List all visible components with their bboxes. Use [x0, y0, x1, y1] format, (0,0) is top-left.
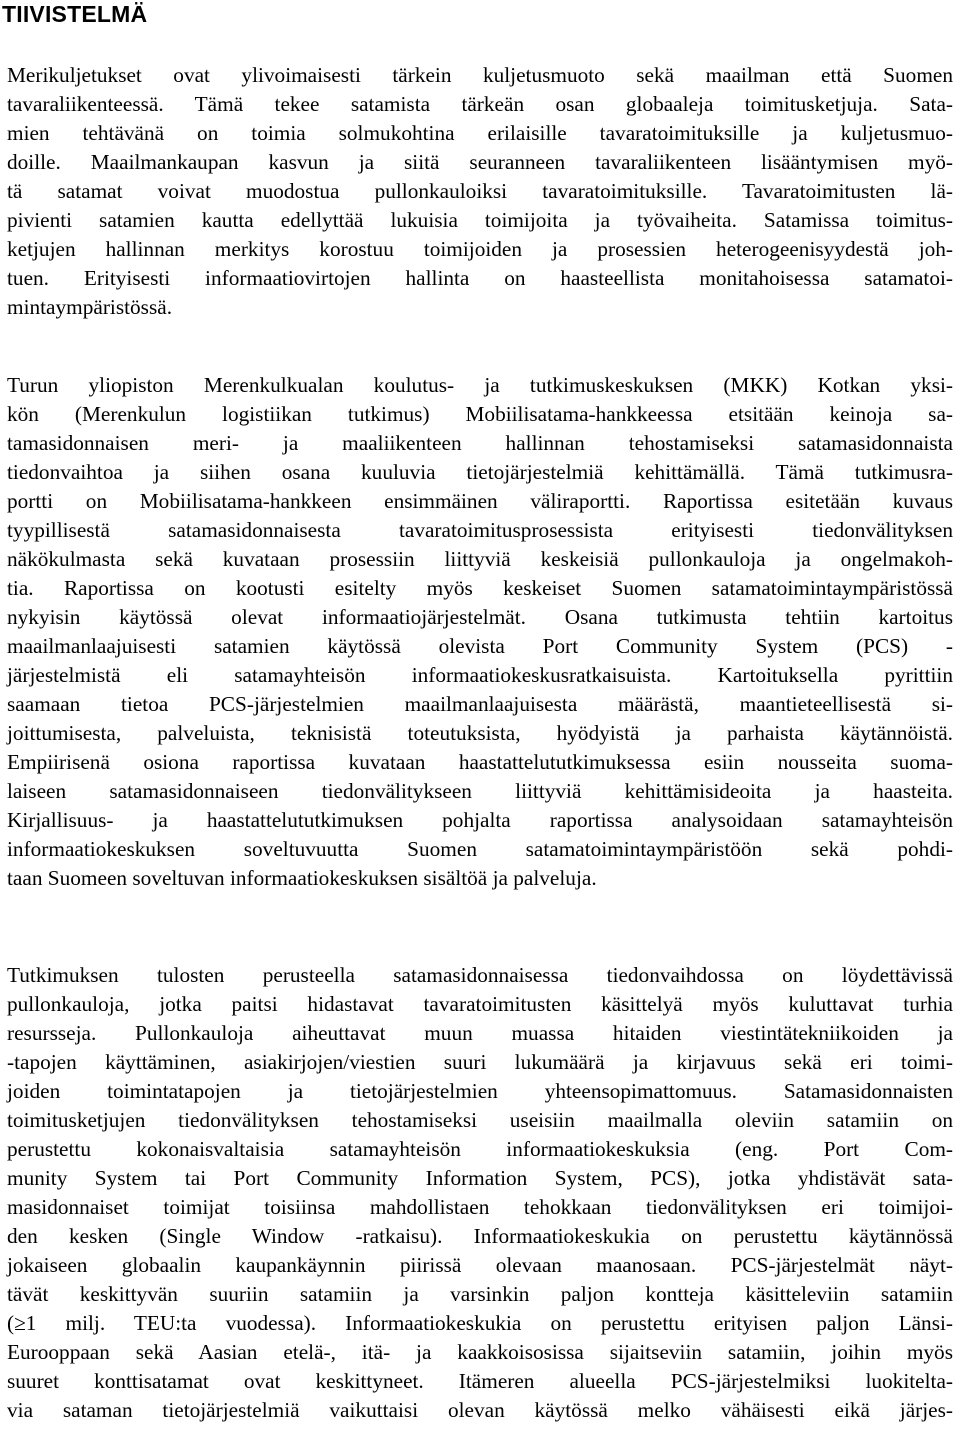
text-line: tuen. Erityisesti informaatiovirtojen hallinta on haasteellista monitahoisessa satamatoi- — [7, 266, 953, 290]
text-line: tavaraliikenteessä. Tämä tekee satamista tärkeän osan globaaleja toimitusketjuja. Sata- — [7, 92, 953, 116]
paragraph-1 — [7, 61, 953, 322]
text-line: tyypillisestä satamasidonnaisesta tavaratoimitusprosessista erityisesti tiedonvälityksen — [7, 518, 953, 542]
text-line: tia. Raportissa on kootusti esitelty myös keskeiset Suomen satamatoimintaympäristössä — [7, 576, 953, 600]
text-line: jokaiseen globaalin kaupankäynnin piirissä olevaan maanosaan. PCS-järjestelmät näyt- — [7, 1253, 953, 1277]
text-line: pivienti satamien kautta edellyttää lukuisia toimijoita ja työvaiheita. Satamissa toimitus- — [7, 208, 953, 232]
text-line: tamasidonnaisen meri- ja maaliikenteen hallinnan tehostamiseksi satamasidonnaista — [7, 431, 953, 455]
text-line: masidonnaiset toimijat toisiinsa mahdollistaen tehokkaan tiedonvälityksen eri toimijoi- — [7, 1195, 953, 1219]
text-line: maailmanlaajuisesti satamien käytössä olevista Port Community System (PCS) - — [7, 634, 953, 658]
document-title: TIIVISTELMÄ — [2, 1, 148, 27]
text-line: doille. Maailmankaupan kasvun ja siitä seuranneen tavaraliikenteen lisääntymisen myö- — [7, 150, 953, 174]
text-line: den kesken (Single Window -ratkaisu). Informaatiokeskukia on perustettu käytännössä — [7, 1224, 953, 1248]
text-line: nykyisin käytössä olevat informaatiojärjestelmät. Osana tutkimusta tehtiin kartoitus — [7, 605, 953, 629]
text-line: -tapojen käyttäminen, asiakirjojen/viestien suuri lukumäärä ja kirjavuus sekä eri toimi- — [7, 1050, 953, 1074]
text-line: Turun yliopiston Merenkulkualan koulutus- ja tutkimuskeskuksen (MKK) Kotkan yksi- — [7, 373, 953, 397]
text-line: munity System tai Port Community Information System, PCS), jotka yhdistävät sata- — [7, 1166, 953, 1190]
text-line: Empiirisenä osiona raportissa kuvataan haastattelututkimuksessa esiin nousseita suoma- — [7, 750, 953, 774]
text-line: (≥1 milj. TEU:ta vuodessa). Informaatiokeskukia on perustettu erityisen paljon Länsi- — [7, 1311, 953, 1335]
text-line: ketjujen hallinnan merkitys korostuu toimijoiden ja prosessien heterogeenisyydestä joh- — [7, 237, 953, 261]
text-line: tävät keskittyvän suuriin satamiin ja varsinkin paljon kontteja käsitteleviin satamiin — [7, 1282, 953, 1306]
text-line: Tutkimuksen tulosten perusteella satamasidonnaisessa tiedonvaihdossa on löydettävissä — [7, 963, 953, 987]
text-line: joiden toimintatapojen ja tietojärjestelmien yhteensopimattomuus. Satamasidonnaisten — [7, 1079, 953, 1103]
text-line: Eurooppaan sekä Aasian etelä-, itä- ja kaakkoisosissa sijaitseviin satamiin, joihin myös — [7, 1340, 953, 1364]
text-line: mien tehtävänä on toimia solmukohtina erilaisille tavaratoimituksille ja kuljetusmuo- — [7, 121, 953, 145]
text-line: toimitusketjujen tiedonvälityksen tehostamiseksi useisiin maailmalla oleviin satamiin on — [7, 1108, 953, 1132]
paragraph-2 — [7, 371, 953, 893]
text-line: suuret konttisatamat ovat keskittyneet. Itämeren alueella PCS-järjestelmiksi luokitelta- — [7, 1369, 953, 1393]
text-line: tä satamat voivat muodostua pullonkauloiksi tavaratoimituksille. Tavaratoimitusten lä- — [7, 179, 953, 203]
text-line: näkökulmasta sekä kuvataan prosessiin liittyviä keskeisiä pullonkauloja ja ongelmakoh- — [7, 547, 953, 571]
text-line: taan Suomeen soveltuvan informaatiokeskuksen sisältöä ja palveluja. — [7, 866, 597, 890]
text-line: saamaan tietoa PCS-järjestelmien maailmanlaajuisesta määrästä, maantieteellisestä si- — [7, 692, 953, 716]
text-line: joittumisesta, palveluista, teknisistä toteutuksista, hyödyistä ja parhaista käytännöistä. — [7, 721, 953, 745]
text-line: kön (Merenkulun logistiikan tutkimus) Mobiilisatama-hankkeessa etsitään keinoja sa- — [7, 402, 953, 426]
text-line: laiseen satamasidonnaiseen tiedonvälitykseen liittyviä kehittämisideoita ja haasteita. — [7, 779, 953, 803]
paragraph-3 — [7, 961, 953, 1425]
text-line: Kirjallisuus- ja haastattelututkimuksen pohjalta raportissa analysoidaan satamayhteisön — [7, 808, 953, 832]
text-line: pullonkauloja, jotka paitsi hidastavat tavaratoimitusten käsittelyä myös kuluttavat turhia — [7, 992, 953, 1016]
text-line: portti on Mobiilisatama-hankkeen ensimmäinen väliraportti. Raportissa esitetään kuvaus — [7, 489, 953, 513]
text-line: informaatiokeskuksen soveltuvuutta Suomen satamatoimintaympäristöön sekä pohdi- — [7, 837, 953, 861]
text-line: perustettu kokonaisvaltaisia satamayhteisön informaatiokeskuksia (eng. Port Com- — [7, 1137, 953, 1161]
text-line: tiedonvaihtoa ja siihen osana kuuluvia tietojärjestelmiä kehittämällä. Tämä tutkimusra- — [7, 460, 953, 484]
text-line: järjestelmistä eli satamayhteisön informaatiokeskusratkaisuista. Kartoituksella pyrittiin — [7, 663, 953, 687]
text-line: resursseja. Pullonkauloja aiheuttavat muun muassa hitaiden viestintätekniikoiden ja — [7, 1021, 953, 1045]
text-line: Merikuljetukset ovat ylivoimaisesti tärkein kuljetusmuoto sekä maailman että Suomen — [7, 63, 953, 87]
text-line: via sataman tietojärjestelmiä vaikuttaisi olevan käytössä melko vähäisesti eikä järjes- — [7, 1398, 953, 1422]
text-line: mintaympäristössä. — [7, 295, 173, 319]
